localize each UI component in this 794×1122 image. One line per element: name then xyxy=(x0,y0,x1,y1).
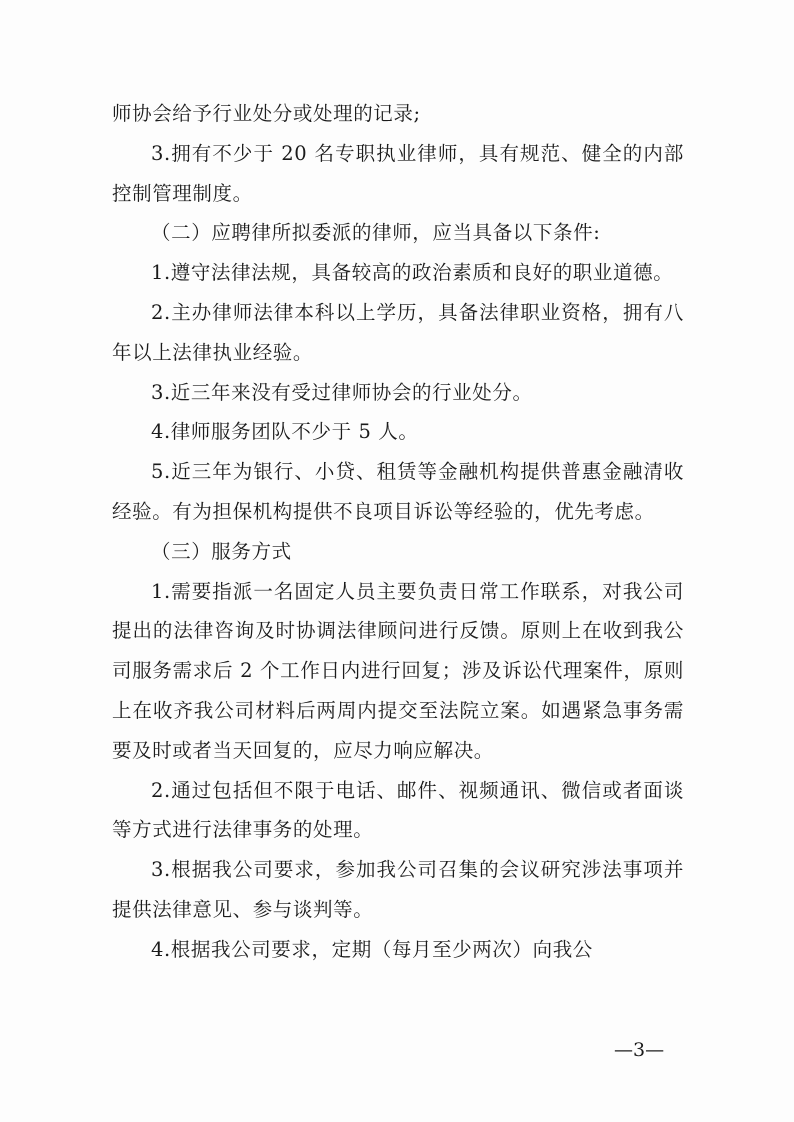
section-heading-lawyer-requirements: （二）应聘律所拟委派的律师，应当具备以下条件: xyxy=(151,221,601,245)
paragraph-service-item-3: 3.根据我公司要求，参加我公司召集的会议研究涉法事项并提供法律意见、参与谈判等。 xyxy=(112,858,684,921)
paragraph-item-3-staff-count: 3.拥有不少于 20 名专职执业律师，具有规范、健全的内部控制管理制度。 xyxy=(112,141,684,205)
paragraph-item-1-laws: 1.遵守法律法规，具备较高的政治素质和良好的职业道德。 xyxy=(151,261,674,285)
paragraph-item-5-experience: 5.近三年为银行、小贷、租赁等金融机构提供普惠金融清收经验。有为担保机构提供不良项目诉讼等经验的，优先考虑。 xyxy=(112,460,684,523)
page-number: —3— xyxy=(614,1039,665,1061)
paragraph-service-item-2: 2.通过包括但不限于电话、邮件、视频通讯、微信或者面谈等方式进行法律事务的处理。 xyxy=(112,778,684,842)
paragraph-continuation: 师协会给予行业处分或处理的记录; xyxy=(112,102,421,125)
paragraph-item-2-education: 2.主办律师法律本科以上学历，具备法律职业资格，拥有八年以上法律执业经验。 xyxy=(112,300,684,364)
paragraph-service-item-4: 4.根据我公司要求，定期（每月至少两次）向我公 xyxy=(151,937,593,961)
paragraph-item-3-no-penalty: 3.近三年来没有受过律师协会的行业处分。 xyxy=(151,380,533,404)
paragraph-item-4-team-size: 4.律师服务团队不少于 5 人。 xyxy=(151,420,419,444)
document-body xyxy=(112,94,684,970)
paragraph-service-item-1: 1.需要指派一名固定人员主要负责日常工作联系，对我公司提出的法律咨询及时协调法律顾问进行反馈。原则上在收到我公司服务需求后 2 个工作日内进行回复；涉及诉讼代理案件，原则上在收齐我公司材料后两周内提交至法院立案。如遇紧急事务需要及时或者当天回复的，应尽力响应解决。 xyxy=(112,579,684,762)
section-heading-service-method: （三）服务方式 xyxy=(151,539,292,563)
